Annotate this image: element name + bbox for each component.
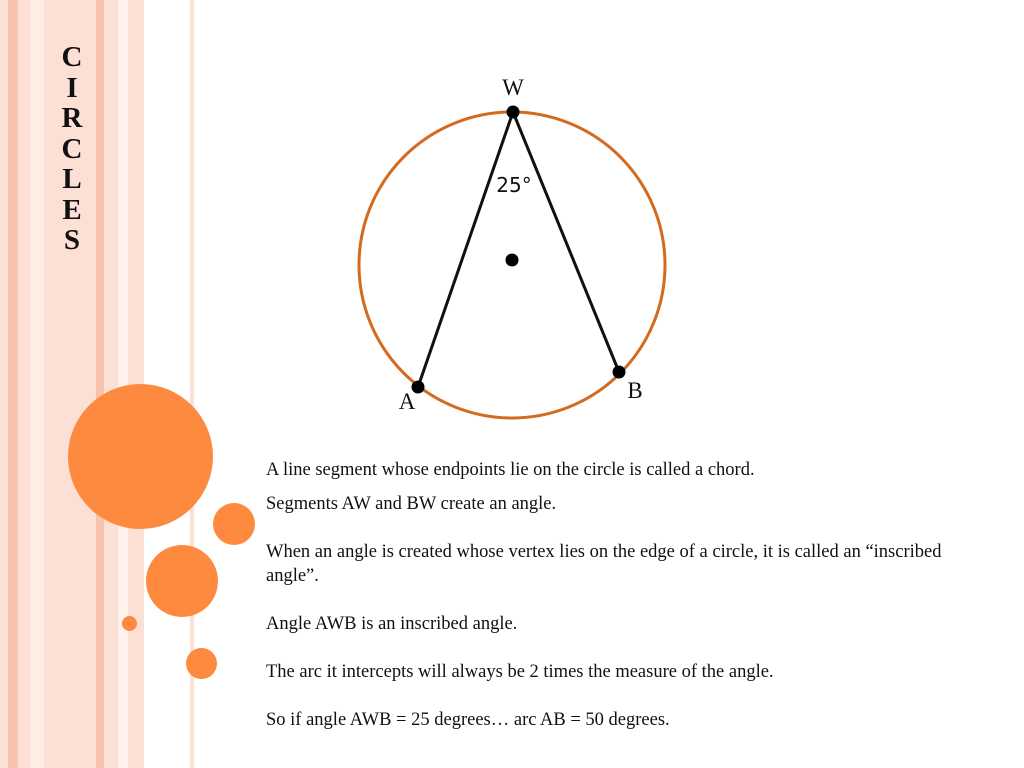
- small-decorative-circle: [122, 616, 137, 631]
- inscribed-angle-definition: When an angle is created whose vertex lies on the edge of a circle, it is called an “inscribed angle”.: [266, 542, 942, 586]
- title-letter: C: [61, 41, 83, 73]
- medium-decorative-circle: [146, 545, 218, 617]
- title-letter: C: [61, 132, 83, 165]
- stripe-1: [8, 0, 18, 768]
- angle-awb-text: Angle AWB is an inscribed angle.: [266, 614, 518, 634]
- chord-bw: [513, 112, 619, 372]
- point-b: [613, 366, 626, 379]
- small-decorative-circle: [186, 648, 217, 679]
- center-point: [506, 254, 519, 267]
- slide-title: [48, 42, 96, 256]
- example-text: So if angle AWB = 25 degrees… arc AB = 50 degrees.: [266, 710, 670, 730]
- chord-definition: A line segment whose endpoints lie on the circle is called a chord.: [266, 460, 755, 480]
- arc-rule-text: The arc it intercepts will always be 2 times the measure of the angle.: [266, 662, 774, 682]
- chord-aw: [418, 112, 513, 387]
- title-letter: R: [61, 102, 83, 134]
- body-text: [266, 458, 986, 732]
- title-letter: I: [66, 71, 78, 104]
- stripe-3: [96, 0, 104, 768]
- title-letter: S: [63, 224, 81, 256]
- label-a: A: [398, 389, 416, 414]
- large-decorative-circle: [68, 384, 213, 529]
- label-w: W: [502, 75, 524, 100]
- stripe-5: [118, 0, 128, 768]
- inscribed-angle-diagram: [340, 60, 700, 430]
- label-b: B: [627, 378, 643, 403]
- stripe-4: [104, 0, 118, 768]
- segments-text: Segments AW and BW create an angle.: [266, 494, 557, 514]
- angle-label: 25°: [496, 173, 532, 197]
- title-letter: E: [62, 193, 82, 226]
- stripe-2: [30, 0, 44, 768]
- medium-decorative-circle: [213, 503, 255, 545]
- point-w: [507, 106, 520, 119]
- title-letter: L: [62, 163, 82, 195]
